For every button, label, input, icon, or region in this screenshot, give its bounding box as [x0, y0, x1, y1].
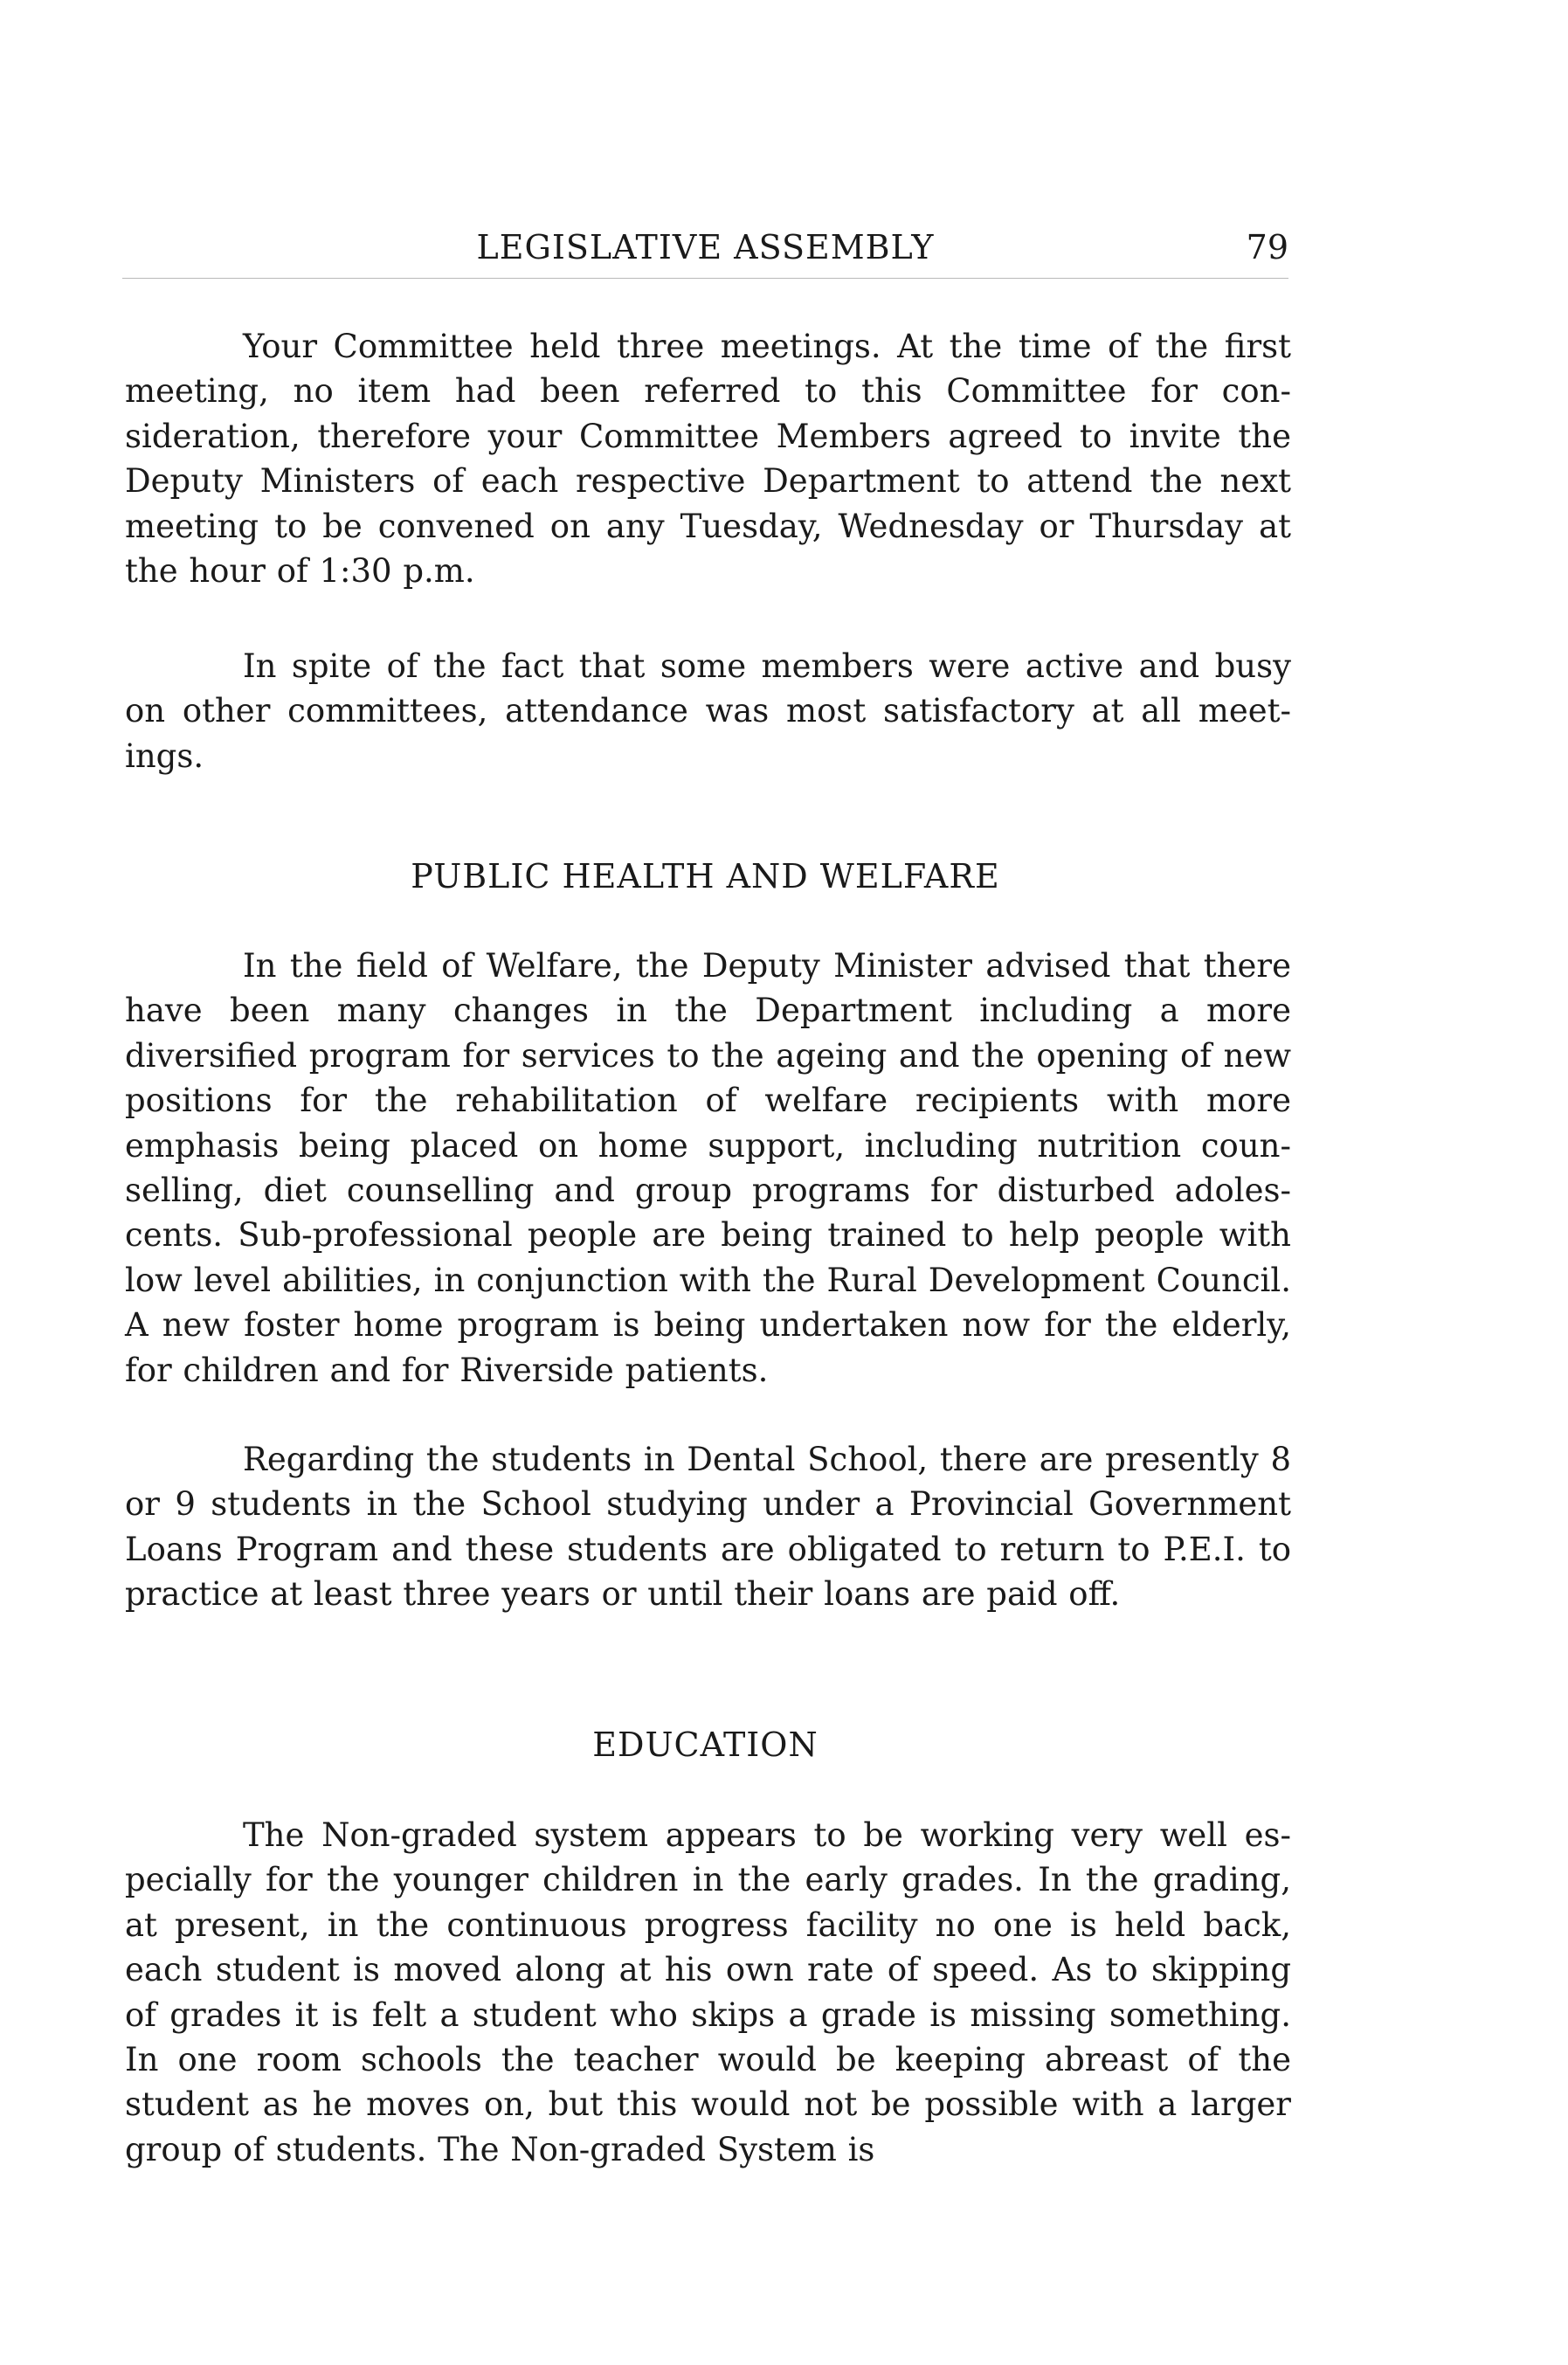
- header-title: LEGISLATIVE ASSEMBLY: [476, 228, 935, 266]
- section-heading-public-health: PUBLIC HEALTH AND WELFARE: [411, 857, 1000, 896]
- paragraph-dental-school: [125, 1437, 1291, 1617]
- paragraph-text: In the field of Welfare, the Deputy Minister advised that there have been many changes in the Department including a more diversified program for services to the ageing and the opening of new positions for the rehabilitation of welfare recipients with more emphasis being placed on home support, including nutrition counselling, diet counselling and group programs for disturbed adolescents. Sub-professional people are being trained to help people with low level abilities, in conjunction with the Rural Development Council. A new foster home program is being undertaken now for the elderly, for children and for Riverside patients.: [125, 947, 1291, 1389]
- paragraph-attendance: [125, 644, 1291, 778]
- paragraph-text: Regarding the students in Dental School, there are presently 8 or 9 students in the School studying under a Provincial Government Loans Program and these students are obligated to return to P.E.I. to practice at least three years or until their loans are paid off.: [125, 1441, 1291, 1614]
- page-number: 79: [1246, 228, 1288, 266]
- section-heading-education: EDUCATION: [592, 1725, 819, 1764]
- running-header: [122, 225, 1288, 278]
- paragraph-committee-meetings: [125, 324, 1291, 593]
- paragraph-text: Your Committee held three meetings. At the time of the first meeting, no item had been referred to this Committee for consideration, therefore your Committee Members agreed to invite the Deputy Ministers of each respective Department to attend the next meeting to be convened on any Tuesday, Wednesday or Thursday at the hour of 1:30 p.m.: [125, 328, 1291, 591]
- paragraph-text: In spite of the fact that some members were active and busy on other committees, attendance was most satisfactory at all meetings.: [125, 647, 1291, 775]
- paragraph-non-graded-system: [125, 1813, 1291, 2172]
- paragraph-text: The Non-graded system appears to be working very well especially for the younger children in the early grades. In the grading, at present, in the continuous progress facility no one is held back, each student is moved along at his own rate of speed. As to skipping of grades it is felt a student who skips a grade is missing something. In one room schools the teacher would be keeping abreast of the student as he moves on, but this would not be possible with a larger group of students. The Non-graded System is: [125, 1816, 1291, 2168]
- header-rule: [122, 278, 1288, 279]
- paragraph-welfare: [125, 944, 1291, 1393]
